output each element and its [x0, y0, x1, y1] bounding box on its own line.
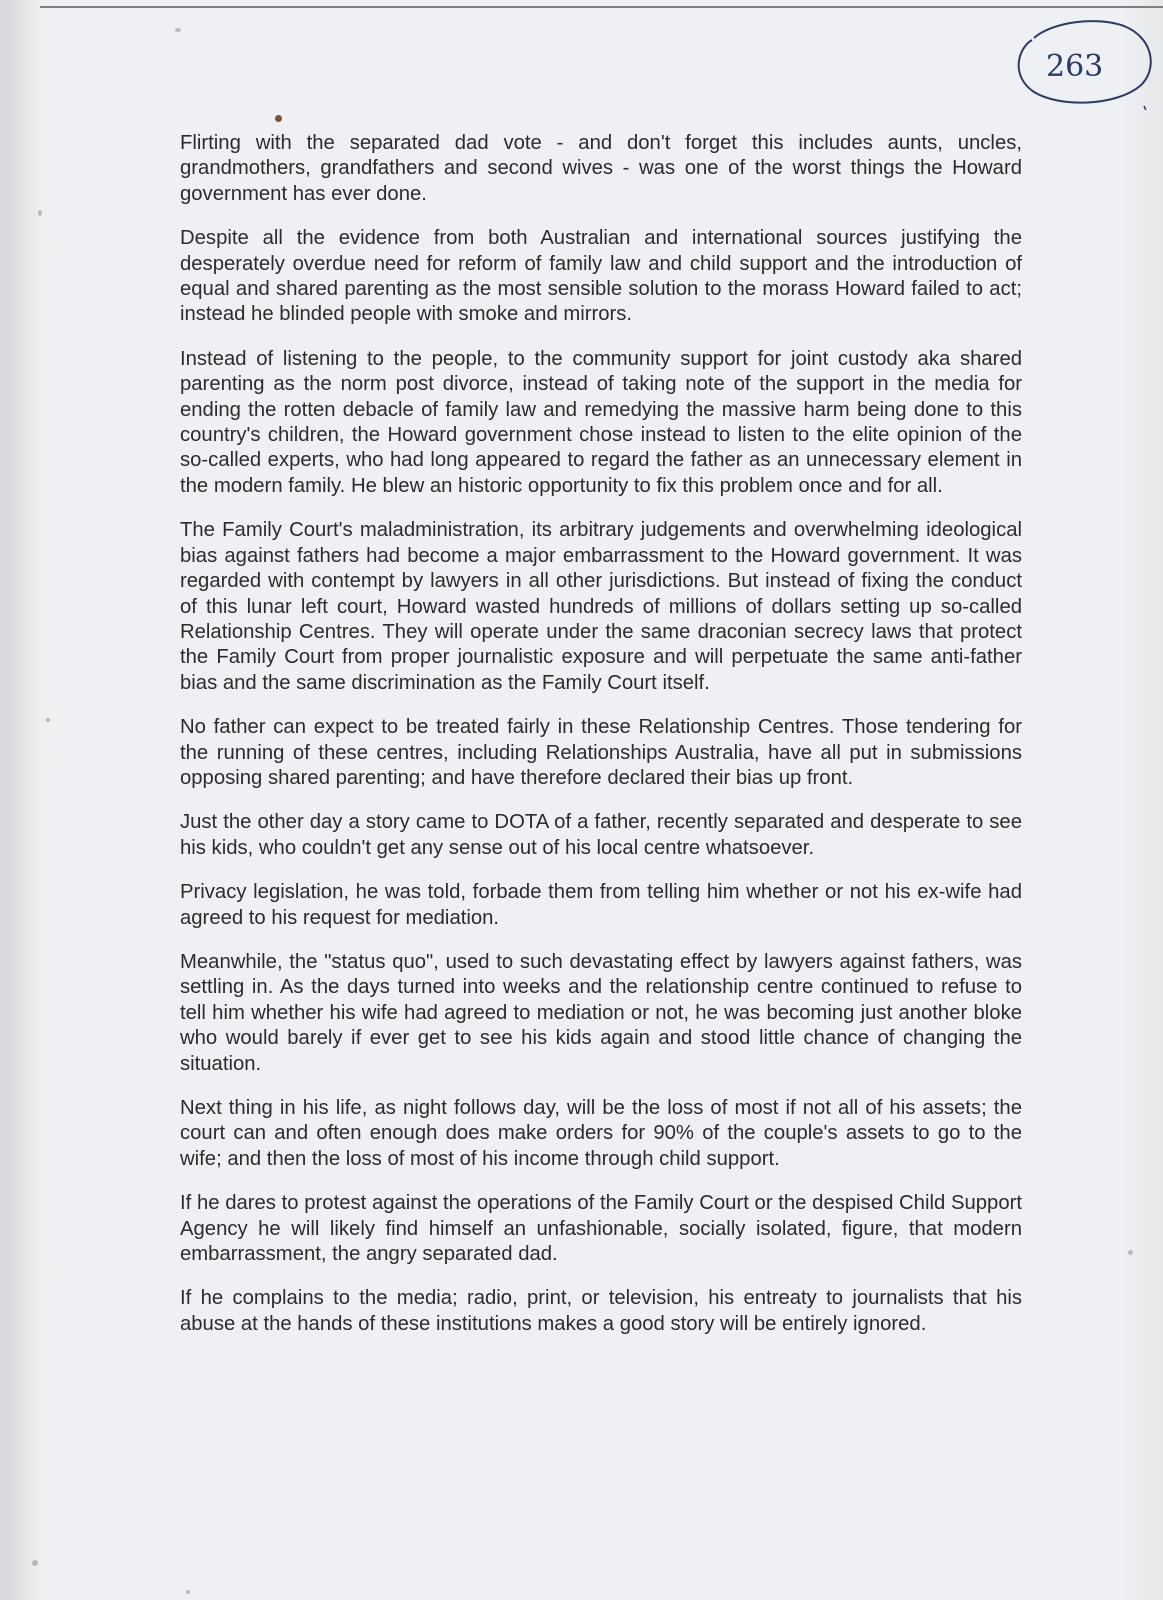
paragraph: Privacy legislation, he was told, forbade them from telling him whether or not his ex-wife had agreed to his request for mediation. [180, 881, 1022, 929]
scan-top-edge [40, 6, 1163, 8]
scan-speck [186, 1590, 190, 1594]
paragraph: Flirting with the separated dad vote - and don't forget this includes aunts, uncles, grandmothers, grandfathers and second wives - was one of the worst things the Howard government has ever done. [180, 132, 1022, 205]
article-body [180, 131, 1022, 1356]
handwritten-page-number [1012, 18, 1156, 110]
bullet-dot [275, 115, 282, 122]
paragraph: Instead of listening to the people, to the community support for joint custody aka shared parenting as the norm post divorce, instead of taking note of the support in the media for ending the rotten debacle of family law and remedying the massive harm being done to this country's children, the Howard government chose instead to listen to the elite opinion of the so-called experts, who had long appeared to regard the father as an unnecessary element in the modern family. He blew an historic opportunity to fix this problem once and for all. [180, 347, 1022, 497]
scan-speck [1128, 1250, 1133, 1255]
paragraph: If he complains to the media; radio, print, or television, his entreaty to journalists that his abuse at the hands of these institutions makes a good story will be entirely ignored. [180, 1287, 1022, 1335]
paragraph: The Family Court's maladministration, its arbitrary judgements and overwhelming ideological bias against fathers had become a major embarrassment to the Howard government. It was regarded with contempt by lawyers in all other jurisdictions. But instead of fixing the conduct of this lunar left court, Howard wasted hundreds of millions of dollars setting up so-called Relationship Centres. They will operate under the same draconian secrecy laws that protect the Family Court from proper journalistic exposure and will perpetuate the same anti-father bias and the same discrimination as the Family Court itself. [180, 519, 1022, 694]
paragraph: No father can expect to be treated fairly in these Relationship Centres. Those tendering for the running of these centres, including Relationships Australia, have all put in submissions opposing shared parenting; and have therefore declared their bias up front. [180, 716, 1022, 789]
scan-speck [46, 718, 50, 722]
scan-left-shadow [0, 0, 40, 1600]
scan-speck [38, 210, 42, 216]
page-number-text: 263 [1046, 49, 1104, 84]
paragraph: Meanwhile, the "status quo", used to such devastating effect by lawyers against fathers, was settling in. As the days turned into weeks and the relationship centre continued to refuse to tell him whether his wife had agreed to mediation or not, he was becoming just another bloke who would barely if ever get to see his kids again and stood little chance of changing the situation. [180, 950, 1022, 1075]
paragraph: Despite all the evidence from both Australian and international sources justifying the desperately overdue need for reform of family law and child support and the introduction of equal and shared parenting as the most sensible solution to the morass Howard failed to act; instead he blinded people with smoke and mirrors. [180, 227, 1022, 326]
page-number-circle [1012, 18, 1156, 110]
paragraph: Just the other day a story came to DOTA of a father, recently separated and desperate to see his kids, who couldn't get any sense out of his local centre whatsoever. [180, 811, 1022, 859]
paragraph: If he dares to protest against the operations of the Family Court or the despised Child Support Agency he will likely find himself an unfashionable, socially isolated, figure, that modern embarrassment, the angry separated dad. [180, 1192, 1022, 1266]
paragraph: Next thing in his life, as night follows day, will be the loss of most if not all of his assets; the court can and often enough does make orders for 90% of the couple's assets to go to the wife; and then the loss of most of his income through child support. [180, 1097, 1022, 1170]
scan-speck [32, 1560, 38, 1566]
scan-speck [175, 28, 181, 32]
